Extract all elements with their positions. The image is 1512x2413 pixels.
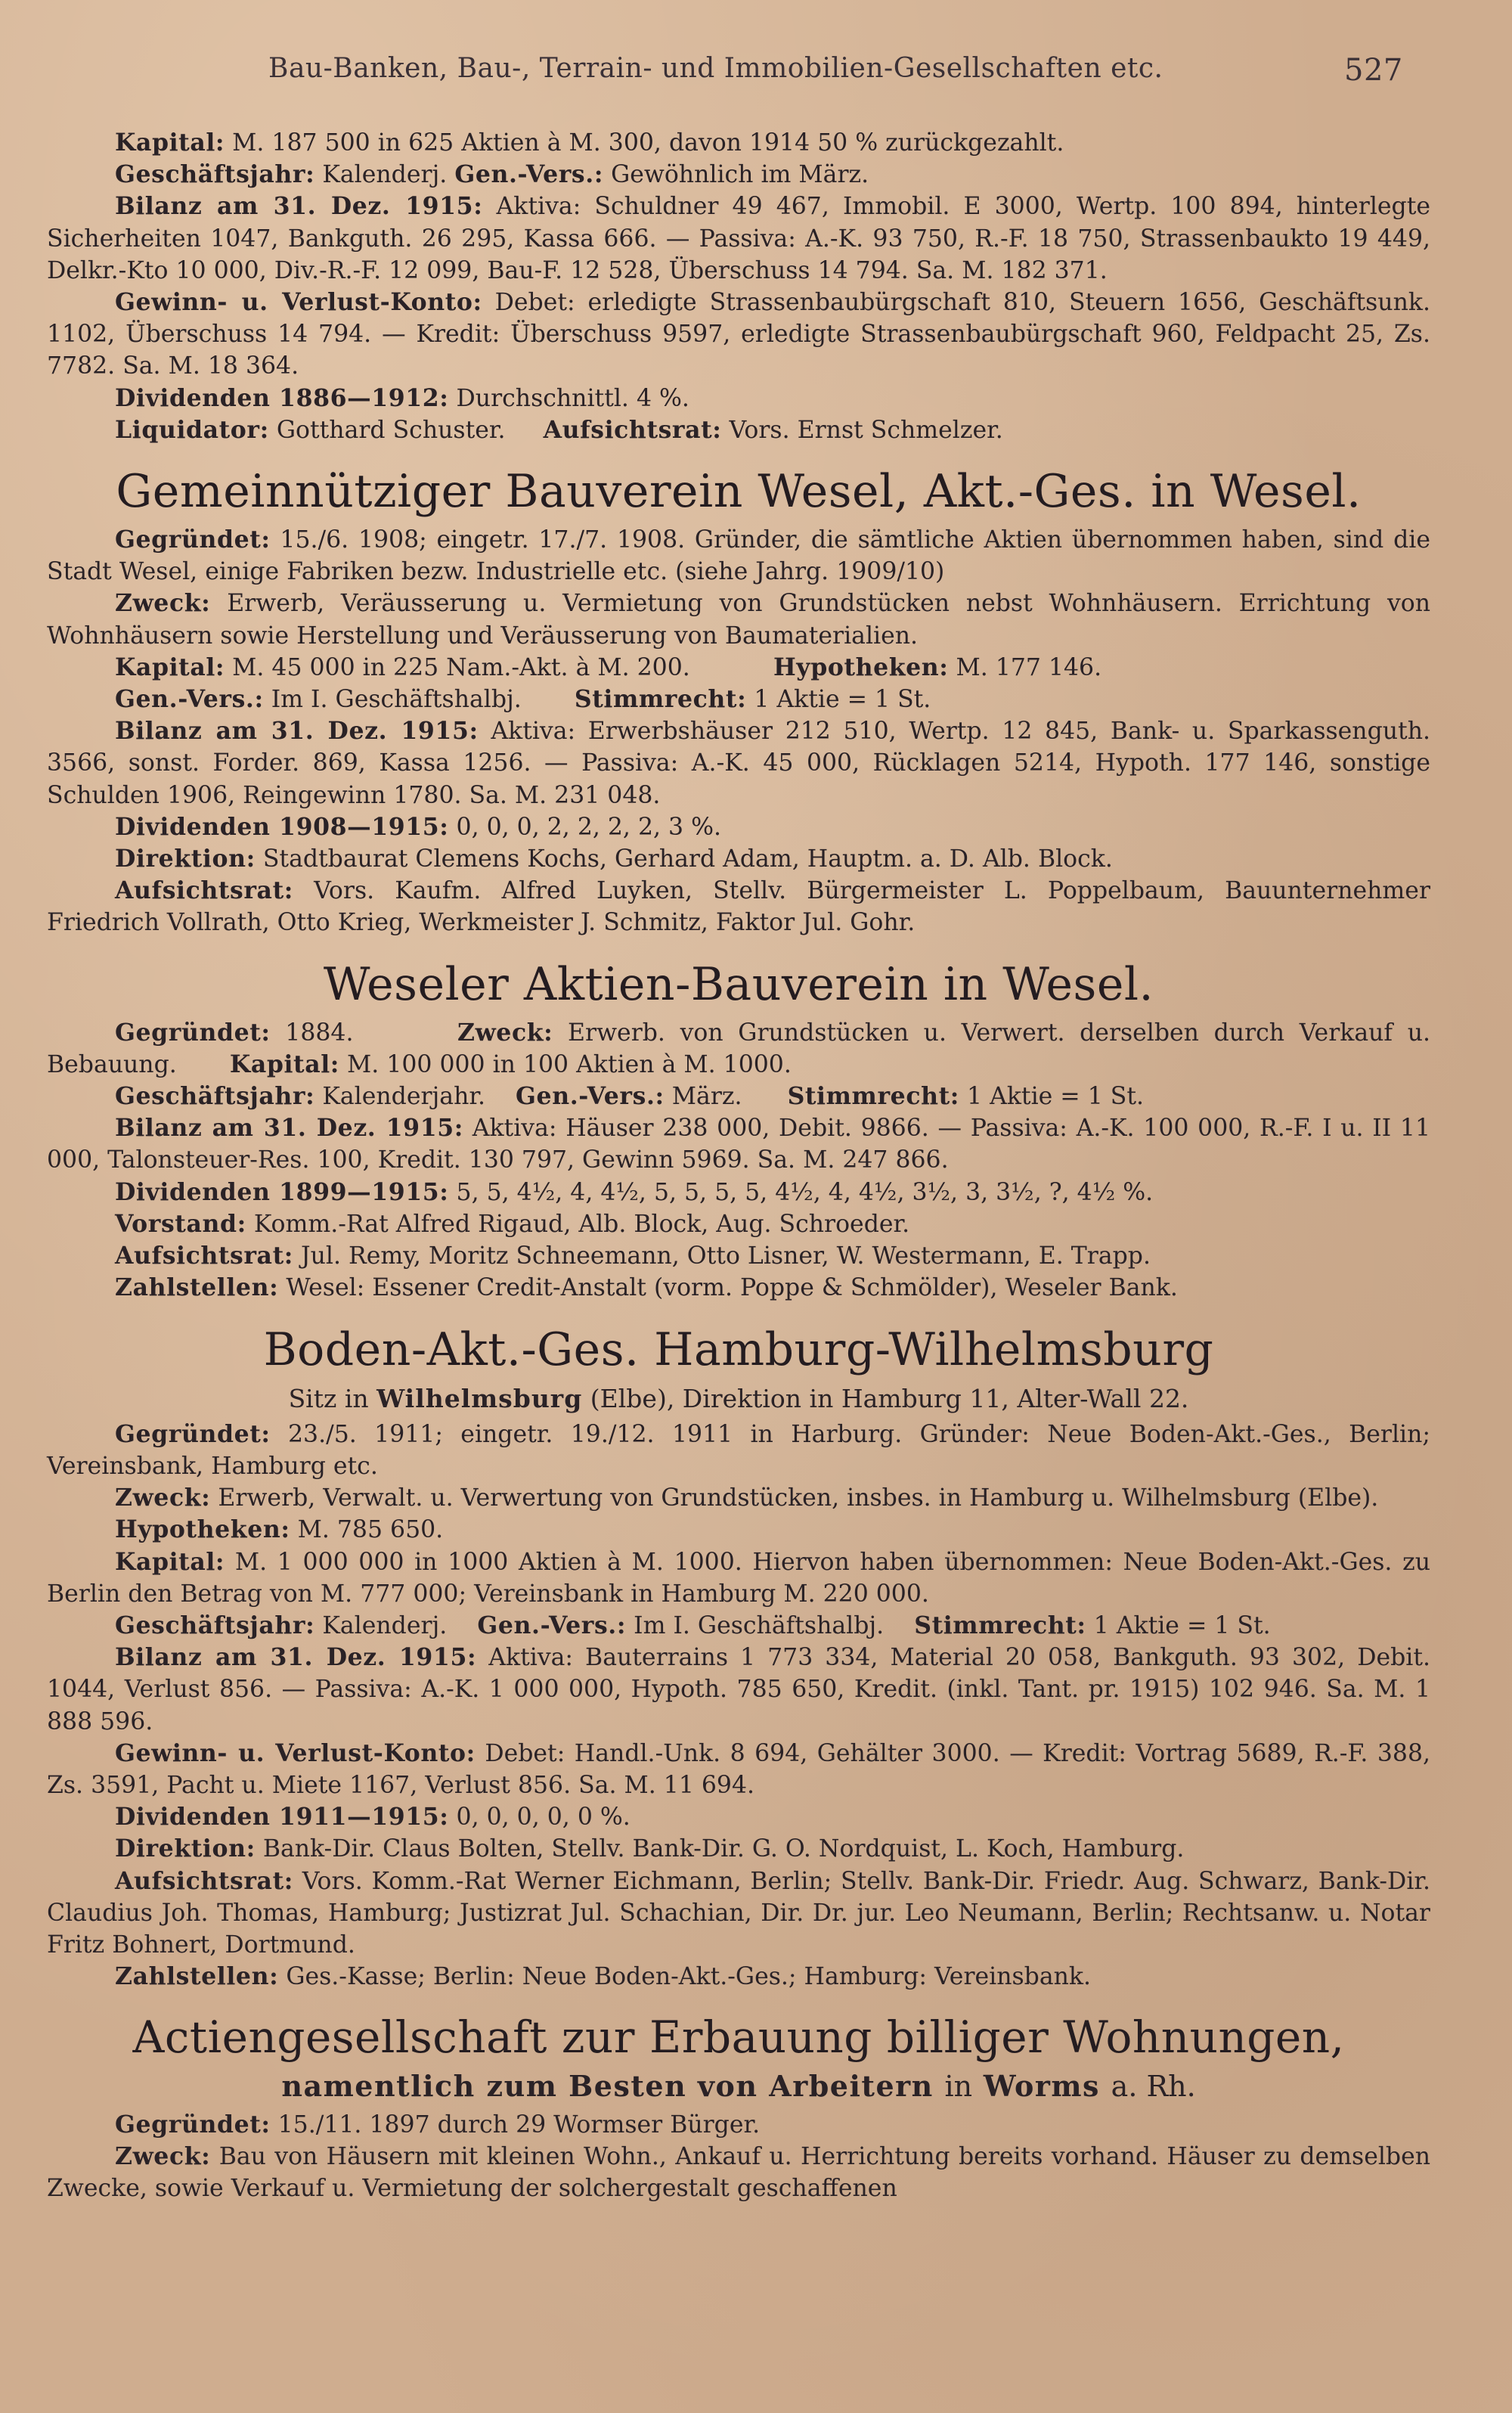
- capital-line: Kapital: M. 1 000 000 in 1000 Aktien à M. 1000. Hiervon haben übernommen: Neue Boden-Akt.-Ges. zu Berlin den Betrag von M. 777 000; Vereinsbank in Hamburg M. 220 000.: [47, 1547, 1430, 1608]
- founded-line: Gegründet: 23./5. 1911; eingetr. 19./12. 1911 in Harburg. Gründer: Neue Boden-Akt.-Ges., Berlin; Vereinsbank, Hamburg etc.: [47, 1419, 1431, 1480]
- running-header: [0, 53, 1512, 91]
- supervisory-board-line: Aufsichtsrat: Jul. Remy, Moritz Schneemann, Otto Lisner, W. Westermann, E. Trapp.: [115, 1242, 1151, 1270]
- dividends-line: Dividenden 1908—1915: 0, 0, 0, 2, 2, 2, 2, 3 %.: [115, 812, 722, 841]
- balance-sheet-line: Bilanz am 31. Dez. 1915: Aktiva: Schuldner 49 467, Immobil. E 3000, Wertp. 100 894, hinterlegte Sicherheiten 1047, Bankguth. 26 295, Kassa 666. — Passiva: A.-K. 93 750, R.-F. 18 750, Strassenbaukto 19 449, Delkr.-Kto 10 000, Div.-R.-F. 12 099, Bau-F. 12 528, Überschuss 14 794. Sa. M. 182 371.: [47, 192, 1430, 284]
- founded-purpose-capital-line: Gegründet: 1884. Zweck: Erwerb. von Grundstücken u. Verwert. derselben durch Verkauf u. Bebauung. Kapital: M. 100 000 in 100 Aktien à M. 1000.: [47, 1018, 1431, 1078]
- capital-line: Kapital: M. 187 500 in 625 Aktien à M. 300, davon 1914 50 % zurückgezahlt.: [115, 129, 1064, 157]
- company-entry-erbauung-billiger-wohnungen: [47, 2012, 1430, 2204]
- paying-agents-line: Zahlstellen: Ges.-Kasse; Berlin: Neue Boden-Akt.-Ges.; Hamburg: Vereinsbank.: [115, 1962, 1092, 1991]
- business-year-line: Geschäftsjahr: Kalenderj. Gen.-Vers.: Gewöhnlich im März.: [115, 160, 869, 189]
- founded-line: Gegründet: 15./6. 1908; eingetr. 17./7. 1908. Gründer, die sämtliche Aktien übernommen haben, sind die Stadt Wesel, einige Fabriken bezw. Industrielle etc. (siehe Jahrg. 1909/10): [47, 526, 1430, 586]
- management-board-line: Vorstand: Komm.-Rat Alfred Rigaud, Alb. Block, Aug. Schroeder.: [115, 1209, 910, 1238]
- business-year-line: Geschäftsjahr: Kalenderjahr. Gen.-Vers.: März. Stimmrecht: 1 Aktie = 1 St.: [115, 1082, 1145, 1111]
- page-number: 527: [1344, 53, 1403, 88]
- dividends-line: Dividenden 1911—1915: 0, 0, 0, 0, 0 %.: [115, 1803, 631, 1831]
- company-title: Actiengesellschaft zur Erbauung billiger Wohnungen,: [132, 2011, 1345, 2064]
- profit-loss-line: Gewinn- u. Verlust-Konto: Debet: erledigte Strassenbaubürgschaft 810, Steuern 1656, Geschäftsunk. 1102, Überschuss 14 794. — Kredit: Überschuss 9597, erledigte Strassenbaubürgschaft 960, Feldpacht 25, Zs. 7782. Sa. M. 18 364.: [47, 288, 1430, 380]
- company-entry-boden-akt-ges: [47, 1324, 1430, 1993]
- company-entry-weseler-aktien-bauverein: [47, 959, 1430, 1304]
- company-title: Gemeinnütziger Bauverein Wesel, Akt.-Ges. in Wesel.: [116, 465, 1362, 519]
- continued-company-entry: [47, 127, 1430, 446]
- purpose-line: Zweck: Erwerb, Veräusserung u. Vermietung von Grundstücken nebst Wohnhäusern. Errichtung von Wohnhäusern sowie Herstellung und Veräusserung von Baumaterialien.: [47, 589, 1430, 650]
- page-body: [47, 127, 1430, 2224]
- balance-sheet-line: Bilanz am 31. Dez. 1915: Aktiva: Bauterrains 1 773 334, Material 20 058, Bankguth. 93 302, Debit. 1044, Verlust 856. — Passiva: A.-K. 1 000 000, Hypoth. 785 650, Kredit. (inkl. Tant. pr. 1915) 102 946. Sa. M. 1 888 596.: [47, 1643, 1431, 1735]
- balance-sheet-line: Bilanz am 31. Dez. 1915: Aktiva: Erwerbshäuser 212 510, Wertp. 12 845, Bank- u. Sparkassenguth. 3566, sonst. Forder. 869, Kassa 1256. — Passiva: A.-K. 45 000, Rücklagen 5214, Hypoth. 177 146, sonstige Schulden 1906, Reingewinn 1780. Sa. M. 231 048.: [47, 717, 1430, 809]
- profit-loss-line: Gewinn- u. Verlust-Konto: Debet: Handl.-Unk. 8 694, Gehälter 3000. — Kredit: Vortrag 5689, R.-F. 388, Zs. 3591, Pacht u. Miete 1167, Verlust 856. Sa. M. 11 694.: [47, 1738, 1431, 1799]
- general-meeting-line: Gen.-Vers.: Im I. Geschäftshalbj. Stimmrecht: 1 Aktie = 1 St.: [115, 685, 931, 714]
- running-title: Bau-Banken, Bau-, Terrain- und Immobilien-Gesellschaften etc.: [268, 53, 1163, 84]
- paying-agents-line: Zahlstellen: Wesel: Essener Credit-Anstalt (vorm. Poppe & Schmölder), Weseler Bank.: [115, 1273, 1178, 1302]
- dividends-line: Dividenden 1899—1915: 5, 5, 4½, 4, 4½, 5, 5, 5, 5, 4½, 4, 4½, 3½, 3, 3½, ?, 4½ %.: [115, 1177, 1154, 1206]
- business-year-line: Geschäftsjahr: Kalenderj. Gen.-Vers.: Im I. Geschäftshalbj. Stimmrecht: 1 Aktie = 1 St.: [115, 1611, 1271, 1639]
- company-entry-gemeinnuetziger-bauverein-wesel: [47, 466, 1430, 939]
- company-seat: Sitz in Wilhelmsburg (Elbe), Direktion in Hamburg 11, Alter-Wall 22.: [288, 1383, 1189, 1413]
- balance-sheet-line: Bilanz am 31. Dez. 1915: Aktiva: Häuser 238 000, Debit. 9866. — Passiva: A.-K. 100 000, R.-F. I u. II 11 000, Talonsteuer-Res. 100, Kredit. 130 797, Gewinn 5969. Sa. M. 247 866.: [47, 1114, 1431, 1174]
- purpose-line: Zweck: Erwerb, Verwalt. u. Verwertung von Grundstücken, insbes. in Hamburg u. Wilhelmsburg (Elbe).: [115, 1484, 1379, 1512]
- mortgages-line: Hypotheken: M. 785 650.: [115, 1515, 444, 1544]
- purpose-line: Zweck: Bau von Häusern mit kleinen Wohn., Ankauf u. Herrichtung bereits vorhand. Häuser zu demselben Zwecke, sowie Verkauf u. Vermietung der solchergestalt geschaffenen: [47, 2142, 1431, 2203]
- dividends-line: Dividenden 1886—1912: Durchschnittl. 4 %.: [115, 383, 689, 412]
- supervisory-board-line: Aufsichtsrat: Vors. Kaufm. Alfred Luyken, Stellv. Bürgermeister L. Poppelbaum, Bauunternehmer Friedrich Vollrath, Otto Krieg, Werkmeister J. Schmitz, Faktor Jul. Gohr.: [47, 876, 1431, 937]
- liquidator-line: Liquidator: Gotthard Schuster. Aufsichtsrat: Vors. Ernst Schmelzer.: [115, 415, 1003, 444]
- company-title: Weseler Aktien-Bauverein in Wesel.: [323, 957, 1154, 1011]
- supervisory-board-line: Aufsichtsrat: Vors. Komm.-Rat Werner Eichmann, Berlin; Stellv. Bank-Dir. Friedr. Aug. Schwarz, Bank-Dir. Claudius Joh. Thomas, Hamburg; Justizrat Jul. Schachian, Dir. Dr. jur. Leo Neumann, Berlin; Rechtsanw. u. Notar Fritz Bohnert, Dortmund.: [47, 1866, 1431, 1959]
- capital-line: Kapital: M. 45 000 in 225 Nam.-Akt. à M. 200. Hypotheken: M. 177 146.: [115, 653, 1102, 681]
- board-of-directors-line: Direktion: Bank-Dir. Claus Bolten, Stellv. Bank-Dir. G. O. Nordquist, L. Koch, Hamburg.: [115, 1835, 1185, 1863]
- founded-line: Gegründet: 15./11. 1897 durch 29 Wormser Bürger.: [115, 2110, 761, 2139]
- company-title: Boden-Akt.-Ges. Hamburg-Wilhelmsburg: [263, 1323, 1214, 1376]
- board-of-directors-line: Direktion: Stadtbaurat Clemens Kochs, Gerhard Adam, Hauptm. a. D. Alb. Block.: [115, 845, 1113, 873]
- company-subtitle: namentlich zum Besten von Arbeitern in Worms a. Rh.: [281, 2069, 1196, 2104]
